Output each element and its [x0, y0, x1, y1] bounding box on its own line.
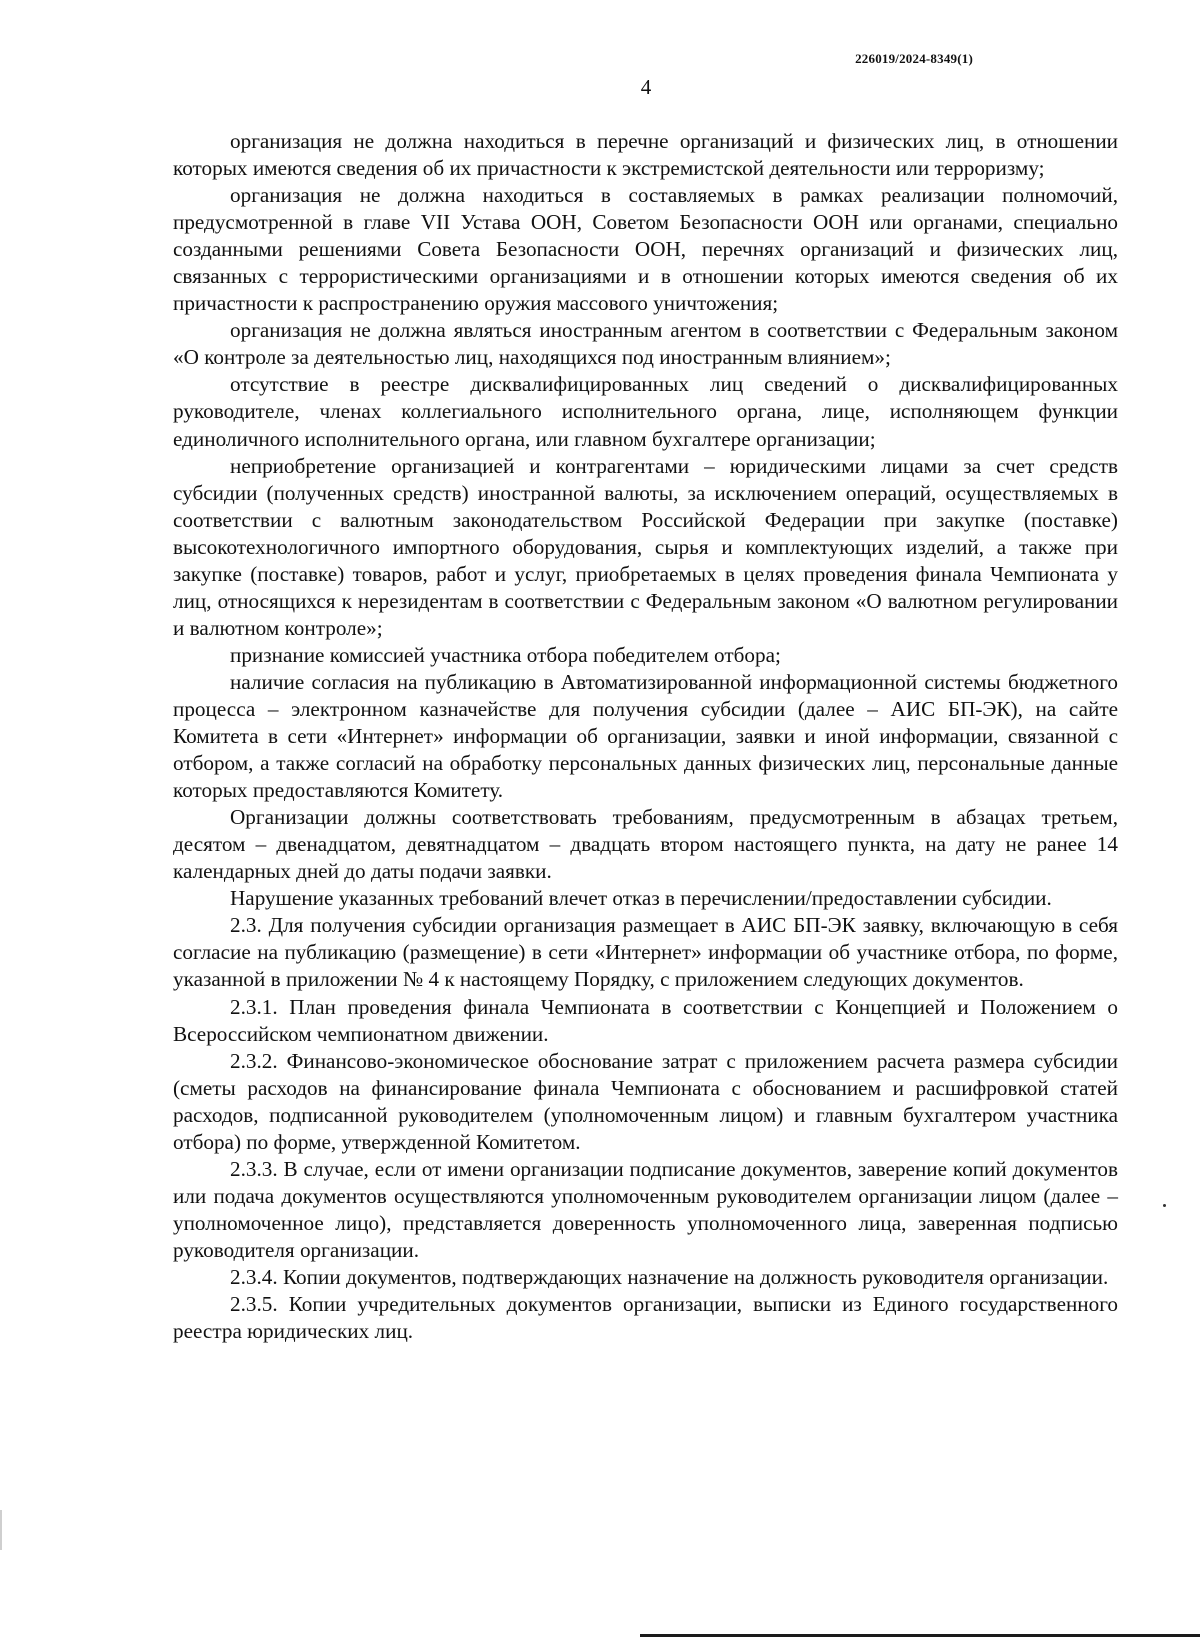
paragraph-foreign-currency: неприобретение организацией и контрагентами – юридическими лицами за счет средств субсидии (полученных средств) иностранной валюты, за исключением операций, осуществляемых в соответствии с валютным законодательством Российской Федерации при закупке (поставке) высокотехнологичного импортного оборудования, сырья и комплектующих изделий, а также при закупке (поставке) товаров, работ и услуг, приобретаемых в целях проведения финала Чемпионата у лиц, относящихся к нерезидентам в соответствии с Федеральным законом «О валютном регулировании и валютном контроле»;: [173, 453, 1118, 640]
scan-speck: [1163, 1204, 1166, 1207]
paragraph-foreign-agent: организация не должна являться иностранным агентом в соответствии с Федеральным законом «О контроле за деятельностью лиц, находящихся под иностранным влиянием»;: [173, 318, 1118, 370]
paragraph-2-3-4: 2.3.4. Копии документов, подтверждающих назначение на должность руководителя организации.: [230, 1264, 1109, 1289]
document-body: [173, 128, 1118, 1345]
paragraph-un-security-council-list: организация не должна находиться в составляемых в рамках реализации полномочий, предусмотренной в главе VII Устава ООН, Советом Безопасности ООН или органами, специально созданными решениями Совета Безопасности ООН, перечнях организаций и физических лиц, связанных с террористическими организациями и в отношении которых имеются сведения об их причастности к распространению оружия массового уничтожения;: [173, 183, 1118, 316]
paragraph-publication-consent: наличие согласия на публикацию в Автоматизированной информационной системы бюджетного процесса – электронном казначействе для получения субсидии (далее – АИС БП-ЭК), на сайте Комитета в сети «Интернет» информации об организации, заявки и иной информации, связанной с отбором, а также согласий на обработку персональных данных физических лиц, персональные данные которых предоставляются Комитету.: [173, 669, 1118, 803]
paragraph-violation-refusal: Нарушение указанных требований влечет отказ в перечислении/предоставлении субсидии.: [230, 886, 1052, 911]
document-registration-number: 226019/2024-8349(1): [855, 51, 973, 66]
paragraph-2-3: 2.3. Для получения субсидии организация размещает в АИС БП-ЭК заявку, включающую в себя согласие на публикацию (размещение) в сети «Интернет» информации об участнике отбора, по форме, указанной в приложении № 4 к настоящему Порядку, с приложением следующих документов.: [173, 913, 1118, 992]
paragraph-2-3-3: 2.3.3. В случае, если от имени организации подписание документов, заверение копий документов или подача документов осуществляются уполномоченным руководителем организации лицом (далее – уполномоченное лицо), представляется доверенность уполномоченного лица, заверенная подписью руководителя организации.: [173, 1156, 1118, 1262]
page-number: 4: [640, 75, 652, 99]
scan-edge-mark: [0, 1510, 2, 1550]
paragraph-2-3-2: 2.3.2. Финансово-экономическое обоснование затрат с приложением расчета размера субсидии (сметы расходов на финансирование финала Чемпионата с обоснованием и расшифровкой статей расходов, подписанной руководителем (уполномоченным лицом) и главным бухгалтером участника отбора) по форме, утвержденной Комитетом.: [173, 1048, 1118, 1154]
paragraph-commission-winner: признание комиссией участника отбора победителем отбора;: [230, 642, 781, 667]
paragraph-2-3-5: 2.3.5. Копии учредительных документов организации, выписки из Единого государственного реестра юридических лиц.: [173, 1292, 1118, 1344]
paragraph-2-3-1: 2.3.1. План проведения финала Чемпионата в соответствии с Концепцией и Положением о Всероссийском чемпионатном движении.: [173, 994, 1118, 1046]
paragraph-extremism-list: организация не должна находиться в перечне организаций и физических лиц, в отношении которых имеются сведения об их причастности к экстремистской деятельности или терроризму;: [173, 129, 1118, 181]
paragraph-requirements-date: Организации должны соответствовать требованиям, предусмотренным в абзацах третьем, десятом – двенадцатом, девятнадцатом – двадцать втором настоящего пункта, на дату не ранее 14 календарных дней до даты подачи заявки.: [173, 805, 1118, 884]
scan-bottom-edge-line: [640, 1634, 1200, 1637]
paragraph-disqualified-persons: отсутствие в реестре дисквалифицированных лиц сведений о дисквалифицированных руководителе, членах коллегиального исполнительного органа, лице, исполняющем функции единоличного исполнительного органа, или главном бухгалтере организации;: [173, 372, 1118, 451]
